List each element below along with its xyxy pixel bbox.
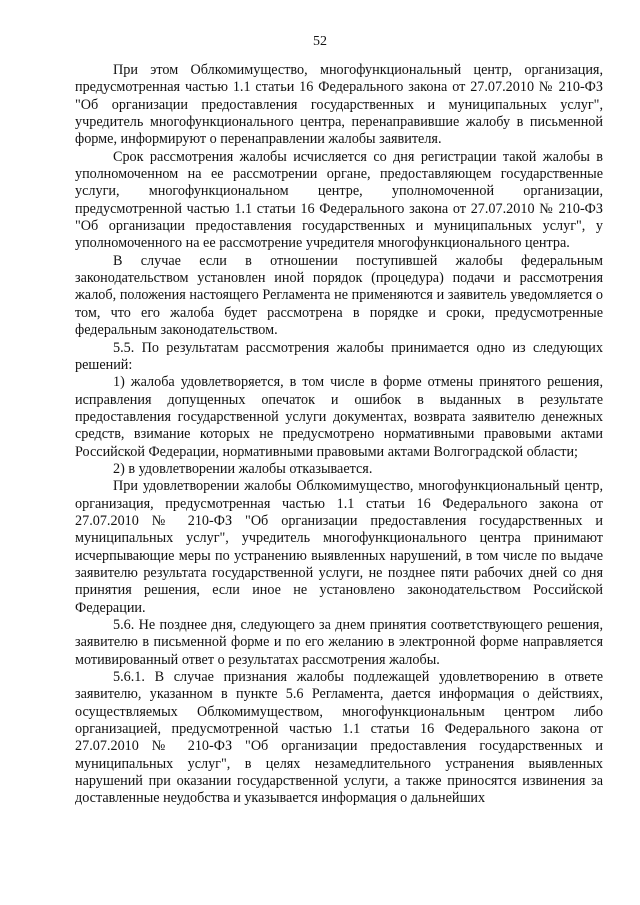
paragraph-federal-procedure: В случае если в отношении поступившей жалобы федеральным законодательством установлен иной порядок (процедура) подачи и рассмотрения жалоб, положения настоящего Регламента не применяются и заявитель уведомляется о том, что его жалоба будет рассмотрена в порядке и сроки, предусмотренные федеральным законодательством. bbox=[75, 252, 603, 339]
page-number: 52 bbox=[313, 34, 327, 49]
paragraph-section-5-6: 5.6. Не позднее дня, следующего за днем принятия соответствующего решения, заявителю в письменной форме и по его желанию в электронной форме направляется мотивированный ответ о результатах рассмотрения жалобы. bbox=[75, 617, 603, 668]
paragraph-review-term: Срок рассмотрения жалобы исчисляется со дня регистрации такой жалобы в уполномоченном на ее рассмотрении органе, предоставляющем государственные услуги, многофункциональном центре, уполномоченной организации, предусмотренной частью 1.1 статьи 16 Федерального закона от 27.07.2010 № 210-ФЗ "Об организации предоставления государственных и муниципальных услуг", у уполномоченного на ее рассмотрение учредителя многофункционального центра. bbox=[75, 148, 603, 252]
paragraph-section-5-6-1: 5.6.1. В случае признания жалобы подлежащей удовлетворению в ответе заявителю, указанном в пункте 5.6 Регламента, дается информация о действиях, осуществляемых Облкомимуществом, многофункциональным центром либо организацией, предусмотренной частью 1.1 статьи 16 Федерального закона от 27.07.2010 № 210-ФЗ "Об организации предоставления государственных и муниципальных услуг", в целях незамедлительного устранения выявленных нарушений при оказании государственной услуги, а также приносятся извинения за доставленные неудобства и указывается информация о дальнейших bbox=[75, 669, 603, 807]
paragraph-section-5-5: 5.5. По результатам рассмотрения жалобы принимается одно из следующих решений: bbox=[75, 339, 603, 373]
paragraph-decision-2: 2) в удовлетворении жалобы отказывается. bbox=[113, 460, 373, 477]
paragraph-decision-1: 1) жалоба удовлетворяется, в том числе в форме отмены принятого решения, исправления допущенных опечаток и ошибок в выданных в результате предоставления государственной услуги документах, возврата заявителю денежных средств, взимание которых не предусмотрено нормативными правовыми актами Российской Федерации, нормативными правовыми актами Волгоградской области; bbox=[75, 374, 603, 460]
paragraph-redirect-notice: При этом Облкомимущество, многофункциональный центр, организация, предусмотренная частью 1.1 статьи 16 Федерального закона от 27.07.2010 № 210-ФЗ "Об организации предоставления государственных и муниципальных услуг", учредитель многофункционального центра, перенаправившие жалобу в письменной форме, информируют о перенаправлении жалобы заявителя. bbox=[75, 62, 603, 148]
paragraph-satisfaction-measures: При удовлетворении жалобы Облкомимущество, многофункциональный центр, организация, предусмотренная частью 1.1 статьи 16 Федерального закона от 27.07.2010 № 210-ФЗ "Об организации предоставления государственных и муниципальных услуг", учредитель многофункционального центра принимают исчерпывающие меры по устранению выявленных нарушений, в том числе по выдаче заявителю результата государственной услуги, не позднее пяти рабочих дней со дня принятия решения, если иное не установлено законодательством Российской Федерации. bbox=[75, 478, 603, 616]
document-body bbox=[75, 62, 603, 808]
